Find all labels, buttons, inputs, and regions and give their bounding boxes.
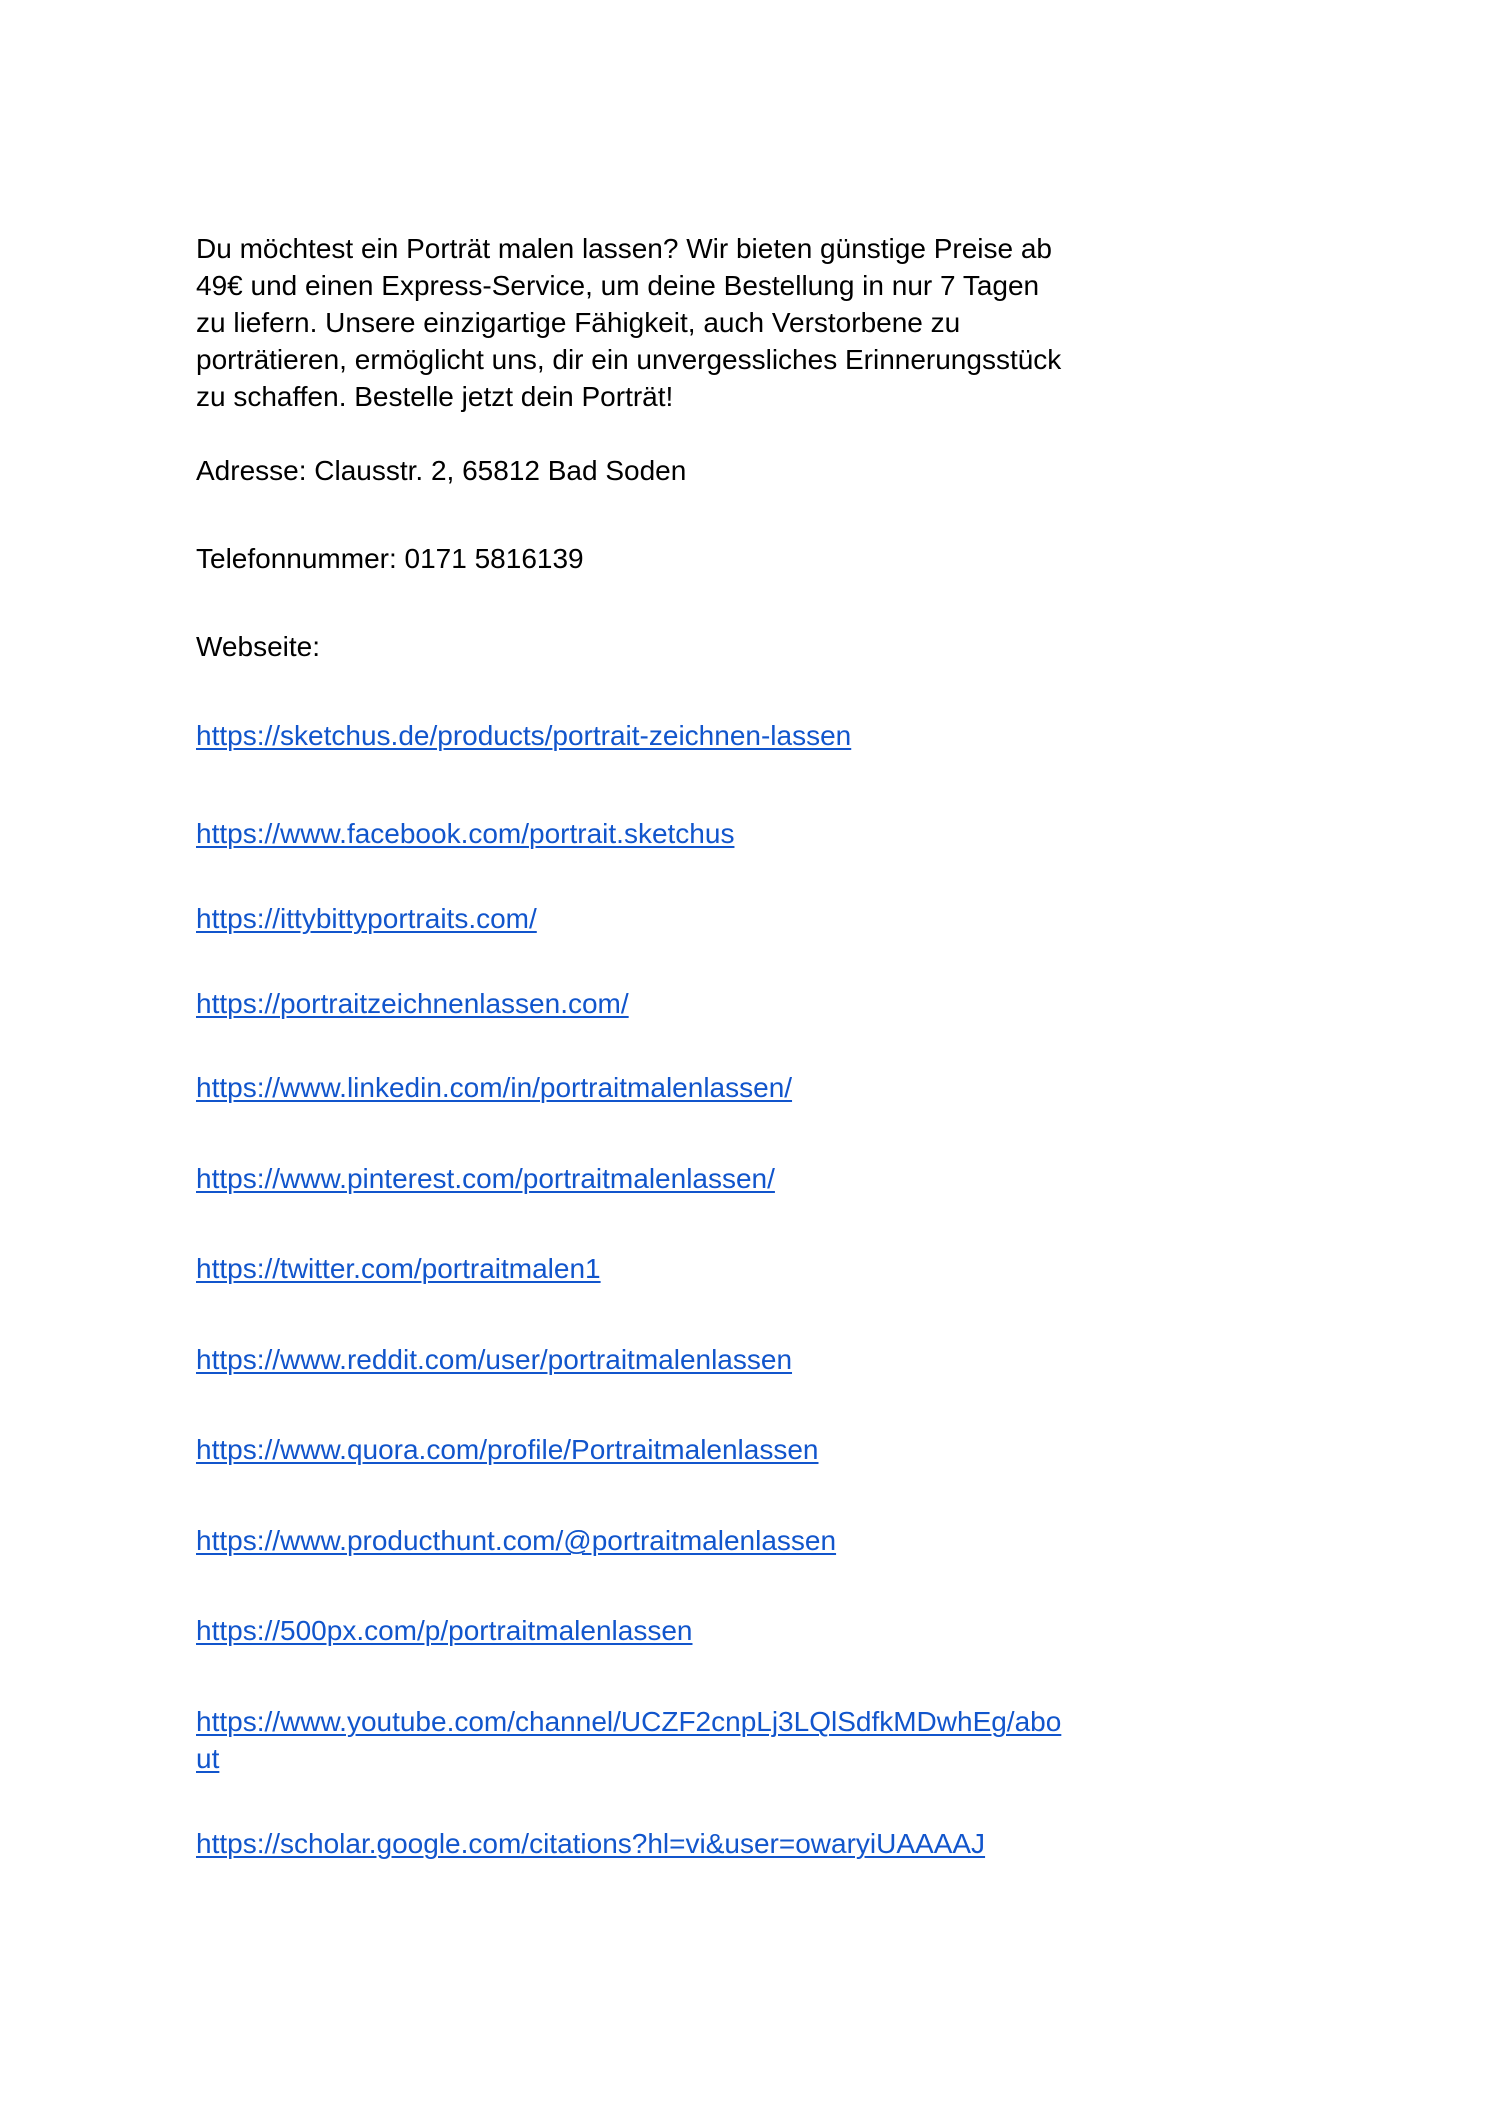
link-linkedin[interactable]: https://www.linkedin.com/in/portraitmalenlassen/ xyxy=(196,1072,793,1103)
intro-paragraph: Du möchtest ein Porträt malen lassen? Wir bieten günstige Preise ab 49€ und einen Express-Service, um deine Bestellung in nur 7 Tagen zu liefern. Unsere einzigartige Fähigkeit, auch Verstorbene zu porträtieren, ermöglicht uns, dir ein unvergessliches Erinnerungsstück zu schaffen. Bestelle jetzt dein Porträt! xyxy=(196,233,1062,412)
phone-line: Telefonnummer: 0171 5816139 xyxy=(196,543,584,574)
website-label: Webseite: xyxy=(196,631,320,662)
link-sketchus-product[interactable]: https://sketchus.de/products/portrait-zeichnen-lassen xyxy=(196,720,852,751)
link-youtube[interactable]: https://www.youtube.com/channel/UCZF2cnpLj3LQlSdfkMDwhEg/about xyxy=(196,1706,1062,1774)
link-portraitzeichnenlassen[interactable]: https://portraitzeichnenlassen.com/ xyxy=(196,988,629,1019)
link-ittybittyportraits[interactable]: https://ittybittyportraits.com/ xyxy=(196,903,537,934)
address-line: Adresse: Clausstr. 2, 65812 Bad Soden xyxy=(196,455,687,486)
link-quora[interactable]: https://www.quora.com/profile/Portraitmalenlassen xyxy=(196,1434,819,1465)
link-google-scholar[interactable]: https://scholar.google.com/citations?hl=vi&user=owaryiUAAAAJ xyxy=(196,1828,986,1859)
link-facebook[interactable]: https://www.facebook.com/portrait.sketchus xyxy=(196,818,735,849)
link-twitter[interactable]: https://twitter.com/portraitmalen1 xyxy=(196,1253,601,1284)
link-producthunt[interactable]: https://www.producthunt.com/@portraitmalenlassen xyxy=(196,1525,837,1556)
link-reddit[interactable]: https://www.reddit.com/user/portraitmalenlassen xyxy=(196,1344,793,1375)
link-500px[interactable]: https://500px.com/p/portraitmalenlassen xyxy=(196,1615,693,1646)
link-pinterest[interactable]: https://www.pinterest.com/portraitmalenlassen/ xyxy=(196,1163,775,1194)
